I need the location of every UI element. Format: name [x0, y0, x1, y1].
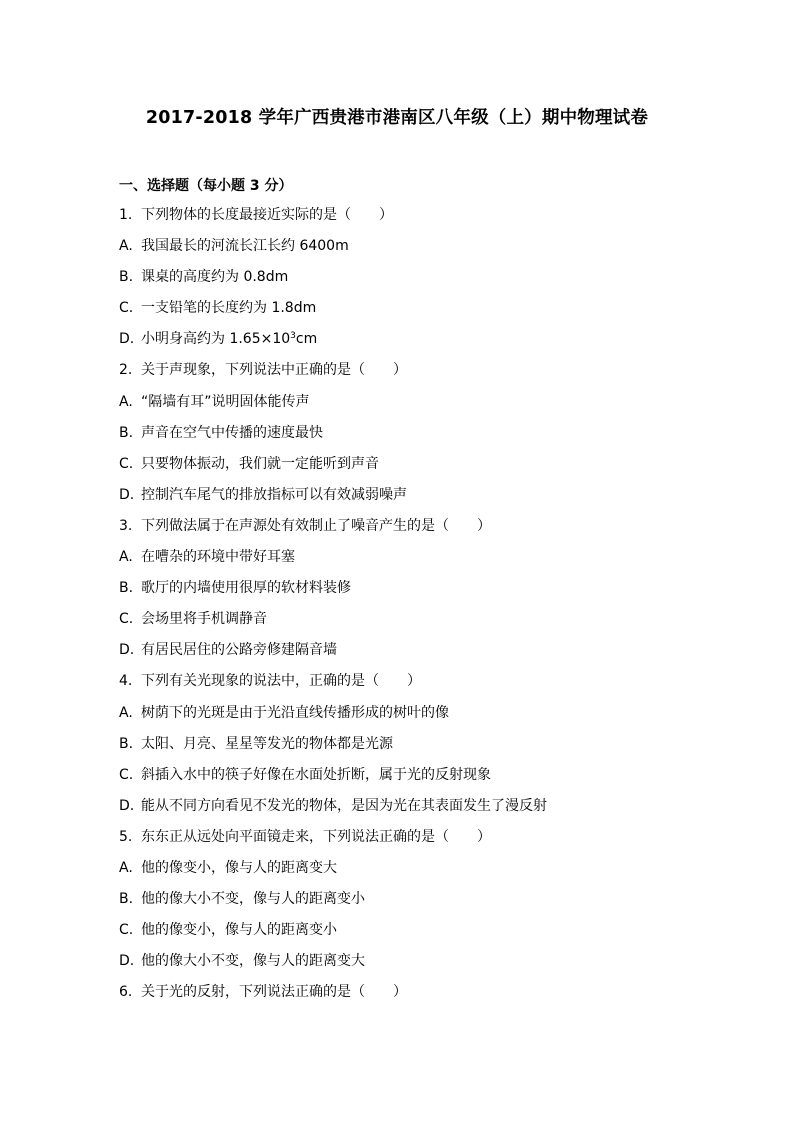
- question-text: 关于声现象，下列说法中正确的是（ ）: [141, 362, 407, 379]
- answer-option: [119, 547, 719, 578]
- answer-option: [119, 703, 719, 734]
- answer-option: [119, 485, 719, 516]
- option-letter: A.: [119, 859, 133, 876]
- answer-option: [119, 734, 719, 765]
- option-letter: B.: [119, 424, 134, 441]
- answer-option: [119, 329, 719, 360]
- answer-option: [119, 640, 719, 671]
- option-letter: D.: [119, 953, 135, 970]
- option-text: 会场里将手机调静音: [141, 611, 267, 628]
- exam-title: 2017-2018 学年广西贵港市港南区八年级（上）期中物理试卷: [145, 108, 649, 128]
- question-number: 2.: [119, 362, 133, 379]
- question-number: 1.: [119, 207, 133, 223]
- question-text: 下列物体的长度最接近实际的是（ ）: [141, 207, 393, 223]
- option-letter: B.: [119, 269, 134, 286]
- option-letter: C.: [119, 922, 134, 939]
- option-letter: D.: [119, 797, 135, 814]
- answer-option: [119, 609, 719, 640]
- option-letter: B.: [119, 891, 134, 908]
- option-text: 歌厅的内墙使用很厚的软材料装修: [141, 580, 351, 597]
- option-letter: B.: [119, 735, 134, 752]
- question-text: 关于光的反射，下列说法正确的是（ ）: [141, 984, 407, 1001]
- option-text: 小明身高约为 1.65×10: [141, 331, 291, 348]
- option-letter: C.: [119, 455, 134, 472]
- answer-option: [119, 423, 719, 454]
- option-text: 一支铅笔的长度约为 1.8dm: [141, 300, 317, 317]
- option-letter: A.: [119, 393, 133, 410]
- section-heading: 一、选择题（每小题 3 分）: [119, 178, 293, 194]
- answer-option: [119, 236, 719, 267]
- answer-option: [119, 889, 719, 920]
- question-list: [119, 205, 719, 1013]
- option-letter: D.: [119, 486, 135, 503]
- option-text: 课桌的高度约为 0.8dm: [141, 269, 289, 286]
- answer-option: [119, 454, 719, 485]
- question-text: 东东正从远处向平面镜走来，下列说法正确的是（ ）: [141, 828, 491, 845]
- option-letter: D.: [119, 642, 135, 659]
- option-text: 有居民居住的公路旁修建隔音墙: [141, 642, 337, 659]
- option-text: 能从不同方向看见不发光的物体，是因为光在其表面发生了漫反射: [141, 797, 547, 814]
- question-number: 5.: [119, 828, 133, 845]
- answer-option: [119, 765, 719, 796]
- option-letter: C.: [119, 766, 134, 783]
- option-text: 在嘈杂的环境中带好耳塞: [141, 549, 295, 566]
- option-letter: A.: [119, 238, 133, 255]
- question-number: 6.: [119, 984, 133, 1001]
- question-text: 下列有关光现象的说法中，正确的是（ ）: [141, 673, 421, 690]
- question-number: 3.: [119, 517, 133, 534]
- answer-option: [119, 392, 719, 423]
- question-stem: [119, 360, 719, 391]
- option-text: “隔墙有耳”说明固体能传声: [141, 393, 310, 410]
- question-stem: [119, 516, 719, 547]
- option-letter: A.: [119, 549, 133, 566]
- option-text: 我国最长的河流长江长约 6400m: [141, 238, 349, 255]
- option-letter: C.: [119, 611, 134, 628]
- option-text: 他的像变小，像与人的距离变小: [141, 922, 337, 939]
- option-letter: B.: [119, 580, 134, 597]
- unit-text: cm: [295, 331, 318, 348]
- option-text: 声音在空气中传播的速度最快: [141, 424, 323, 441]
- question-number: 4.: [119, 673, 133, 690]
- option-letter: D.: [119, 331, 135, 348]
- answer-option: [119, 951, 719, 982]
- answer-option: [119, 267, 719, 298]
- answer-option: [119, 858, 719, 889]
- option-letter: A.: [119, 704, 133, 721]
- question-stem: [119, 205, 719, 236]
- option-text: 树荫下的光斑是由于光沿直线传播形成的树叶的像: [141, 704, 449, 721]
- answer-option: [119, 920, 719, 951]
- answer-option: [119, 298, 719, 329]
- option-text: 他的像变小，像与人的距离变大: [141, 859, 337, 876]
- option-letter: C.: [119, 300, 134, 317]
- option-text: 太阳、月亮、星星等发光的物体都是光源: [141, 735, 393, 752]
- question-stem: [119, 982, 719, 1013]
- option-text: 他的像大小不变，像与人的距离变小: [141, 891, 365, 908]
- question-stem: [119, 671, 719, 702]
- option-text: 他的像大小不变，像与人的距离变大: [141, 953, 365, 970]
- answer-option: [119, 796, 719, 827]
- option-text: 控制汽车尾气的排放指标可以有效减弱噪声: [141, 486, 407, 503]
- exponent: 3: [290, 331, 296, 342]
- option-text: 斜插入水中的筷子好像在水面处折断，属于光的反射现象: [141, 766, 491, 783]
- answer-option: [119, 578, 719, 609]
- option-text: 只要物体振动，我们就一定能听到声音: [141, 455, 379, 472]
- question-stem: [119, 827, 719, 858]
- question-text: 下列做法属于在声源处有效制止了噪音产生的是（ ）: [141, 517, 491, 534]
